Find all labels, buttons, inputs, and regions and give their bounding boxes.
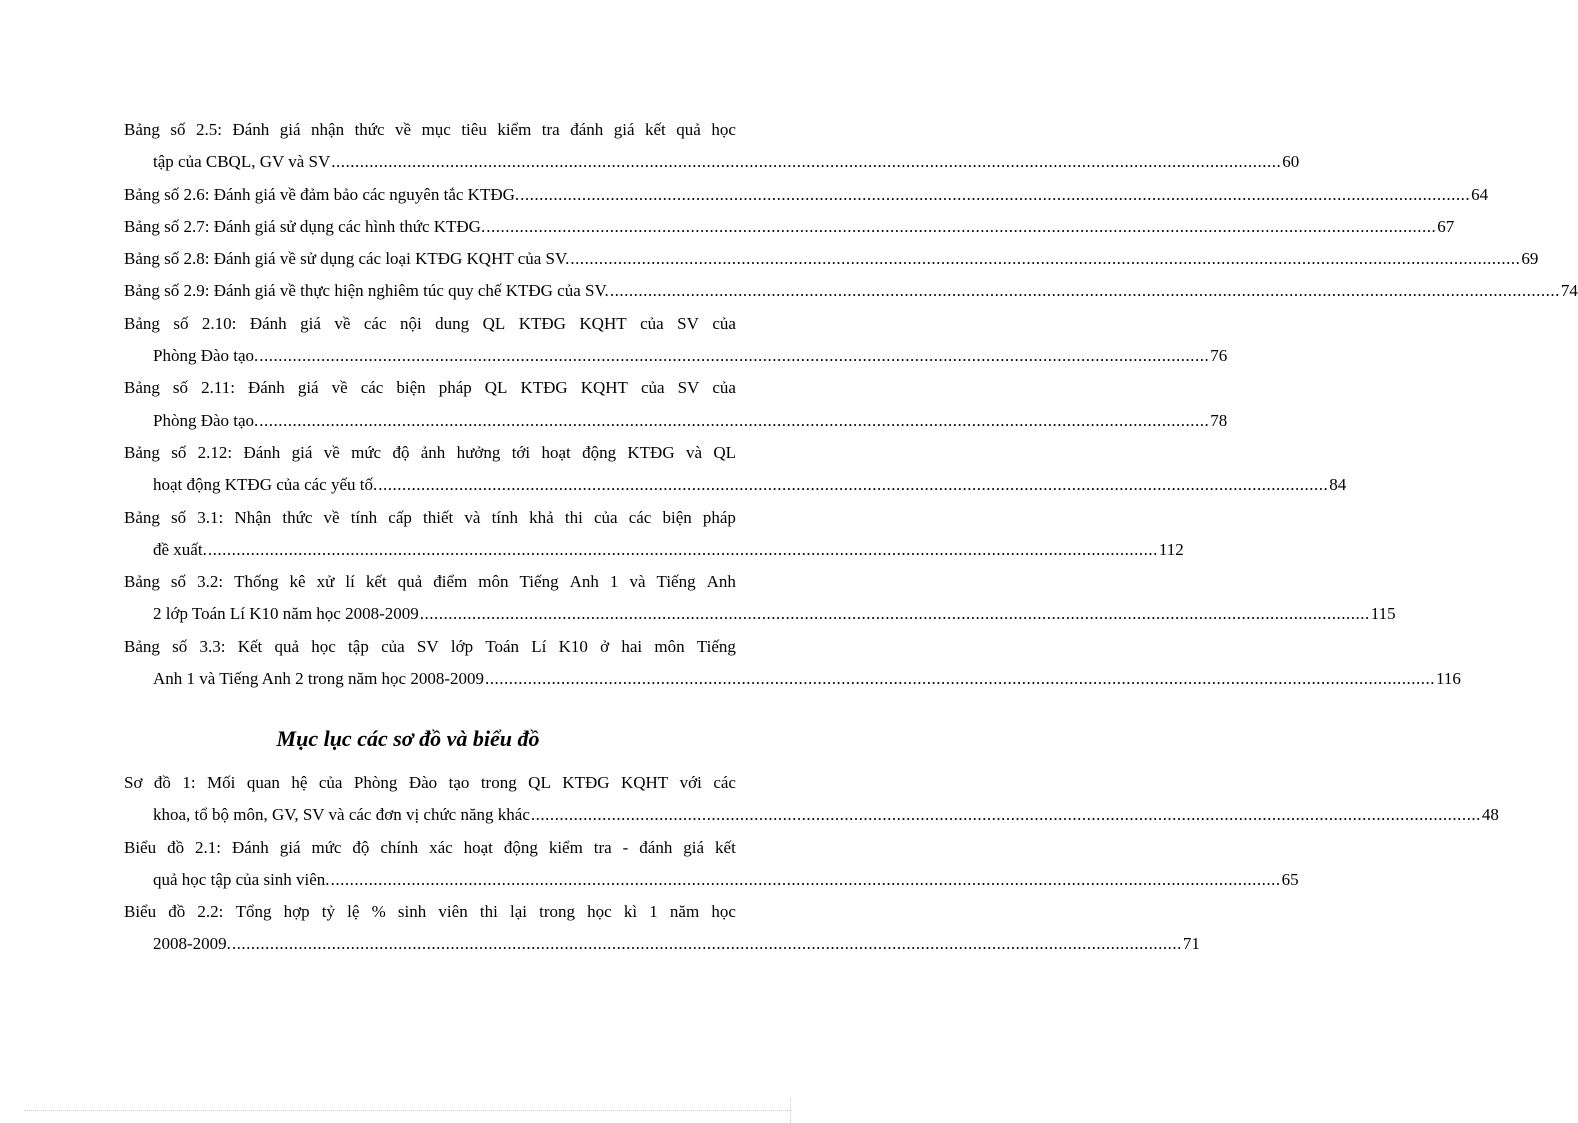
toc-entry-title: 2 lớp Toán Lí K10 năm học 2008-2009	[153, 604, 419, 624]
dot-leader: ........................................................................................................................................................................................................	[609, 281, 1560, 301]
toc-entry-title: Anh 1 và Tiếng Anh 2 trong năm học 2008-2009	[153, 669, 485, 689]
toc-page-number: 112	[1158, 539, 1184, 559]
toc-entry-title-line: Bảng số 2.10: Đánh giá về các nội dung QL KTĐG KQHT của SV của	[124, 313, 736, 333]
dot-leader: ........................................................................................................................................................................................................	[330, 869, 1281, 889]
toc-page-number: 65	[1281, 869, 1299, 889]
toc-page-number: 67	[1437, 216, 1455, 236]
toc-entry	[124, 243, 1539, 275]
dot-leader: ........................................................................................................................................................................................................	[530, 805, 1481, 825]
toc-entry-title-line: Bảng số 2.12: Đánh giá về mức độ ảnh hưởng tới hoạt động KTĐG và QL	[124, 442, 736, 462]
toc-entry	[124, 566, 1396, 631]
toc-entry	[124, 767, 1499, 832]
toc-entry	[124, 211, 1455, 243]
toc-entry	[124, 502, 1184, 567]
dot-leader: ........................................................................................................................................................................................................	[520, 184, 1471, 204]
toc-entry-last-line	[124, 405, 1228, 437]
toc-page-number: 76	[1210, 346, 1228, 366]
toc-entry-title-line: Bảng số 3.2: Thống kê xử lí kết quả điểm môn Tiếng Anh 1 và Tiếng Anh	[124, 572, 736, 592]
toc-page-number: 115	[1370, 604, 1396, 624]
toc-entry-title: Phòng Đào tạo.	[153, 346, 259, 366]
toc-entry-title: 2008-2009.	[153, 934, 231, 954]
toc-entry-title: Bảng số 2.9: Đánh giá về thực hiện nghiêm túc quy chế KTĐG của SV.	[124, 281, 609, 301]
toc-entry-title: hoạt động KTĐG của các yếu tố.	[153, 475, 378, 495]
dot-leader: ........................................................................................................................................................................................................	[259, 410, 1210, 430]
toc-entry-title-line: Biểu đồ 2.2: Tổng hợp tỷ lệ % sinh viên thi lại trong học kì 1 năm học	[124, 902, 736, 922]
toc-page-number: 48	[1481, 805, 1499, 825]
dot-leader: ........................................................................................................................................................................................................	[207, 539, 1158, 559]
toc-entry-title: Phòng Đào tạo.	[153, 410, 259, 430]
toc-entry-title: tập của CBQL, GV và SV	[153, 152, 331, 172]
toc-entry	[124, 631, 1461, 696]
toc-entry-title: Bảng số 2.7: Đánh giá sử dụng các hình thức KTĐG.	[124, 216, 486, 236]
toc-entry-title: Bảng số 2.8: Đánh giá về sử dụng các loại KTĐG KQHT của SV.	[124, 249, 570, 269]
toc-entry-last-line	[124, 864, 1299, 896]
toc-entry-last-line	[124, 534, 1184, 566]
toc-entry	[124, 437, 1347, 502]
toc-entry	[124, 896, 1200, 961]
toc-entry-title-line: Bảng số 3.3: Kết quả học tập của SV lớp Toán Lí K10 ở hai môn Tiếng	[124, 636, 736, 656]
toc-entry-title: khoa, tổ bộ môn, GV, SV và các đơn vị chức năng khác	[153, 805, 530, 825]
page-footer-rule	[24, 1110, 792, 1111]
toc-entry	[124, 372, 1228, 437]
toc-page-number: 74	[1560, 281, 1578, 301]
dot-leader: ........................................................................................................................................................................................................	[419, 604, 1370, 624]
toc-entry-last-line	[124, 146, 1300, 178]
toc-entry-last-line	[124, 211, 1455, 243]
toc-entry-title-line: Sơ đồ 1: Mối quan hệ của Phòng Đào tạo trong QL KTĐG KQHT với các	[124, 773, 736, 792]
toc-entry-title: Bảng số 2.6: Đánh giá về đảm bảo các nguyên tắc KTĐG.	[124, 184, 520, 204]
toc-entry-last-line	[124, 663, 1461, 695]
toc-entry-last-line	[124, 275, 1578, 307]
dot-leader: ........................................................................................................................................................................................................	[485, 669, 1436, 689]
toc-entry	[124, 179, 1489, 211]
table-of-figures	[124, 767, 1499, 961]
toc-entry-last-line	[124, 243, 1539, 275]
toc-entry-title-line: Bảng số 2.11: Đánh giá về các biện pháp QL KTĐG KQHT của SV của	[124, 378, 736, 398]
toc-entry-title-line: Biểu đồ 2.1: Đánh giá mức độ chính xác hoạt động kiểm tra - đánh giá kết	[124, 837, 736, 857]
toc-page-number: 116	[1436, 669, 1461, 689]
toc-entry-title: đề xuất.	[153, 539, 207, 559]
toc-entry-last-line	[124, 928, 1200, 960]
toc-entry-last-line	[124, 469, 1347, 501]
toc-entry-title: quả học tập của sinh viên.	[153, 869, 330, 889]
table-of-tables	[124, 114, 1578, 695]
toc-page-number: 69	[1521, 249, 1539, 269]
toc-entry-title-line: Bảng số 3.1: Nhận thức về tính cấp thiết và tính khả thi của các biện pháp	[124, 507, 736, 527]
dot-leader: ........................................................................................................................................................................................................	[231, 934, 1182, 954]
toc-entry	[124, 308, 1228, 373]
dot-leader: ........................................................................................................................................................................................................	[331, 152, 1282, 172]
toc-entry-title-line: Bảng số 2.5: Đánh giá nhận thức về mục tiêu kiểm tra đánh giá kết quả học	[124, 120, 736, 139]
toc-page-number: 60	[1282, 152, 1300, 172]
toc-entry	[124, 832, 1299, 897]
toc-entry-last-line	[124, 799, 1499, 831]
toc-entry	[124, 114, 1300, 179]
toc-page-number: 71	[1182, 934, 1200, 954]
toc-entry-last-line	[124, 179, 1489, 211]
figures-heading: Mục lục các sơ đồ và biểu đồ	[276, 726, 540, 751]
dot-leader: ........................................................................................................................................................................................................	[378, 475, 1329, 495]
toc-page-number: 64	[1471, 184, 1489, 204]
toc-entry-last-line	[124, 598, 1396, 630]
toc-entry-last-line	[124, 340, 1228, 372]
dot-leader: ........................................................................................................................................................................................................	[570, 249, 1521, 269]
dot-leader: ........................................................................................................................................................................................................	[486, 216, 1437, 236]
toc-entry	[124, 275, 1578, 307]
toc-page-number: 84	[1329, 475, 1347, 495]
page-corner-mark	[790, 1098, 791, 1123]
dot-leader: ........................................................................................................................................................................................................	[259, 346, 1210, 366]
toc-page-number: 78	[1210, 410, 1228, 430]
